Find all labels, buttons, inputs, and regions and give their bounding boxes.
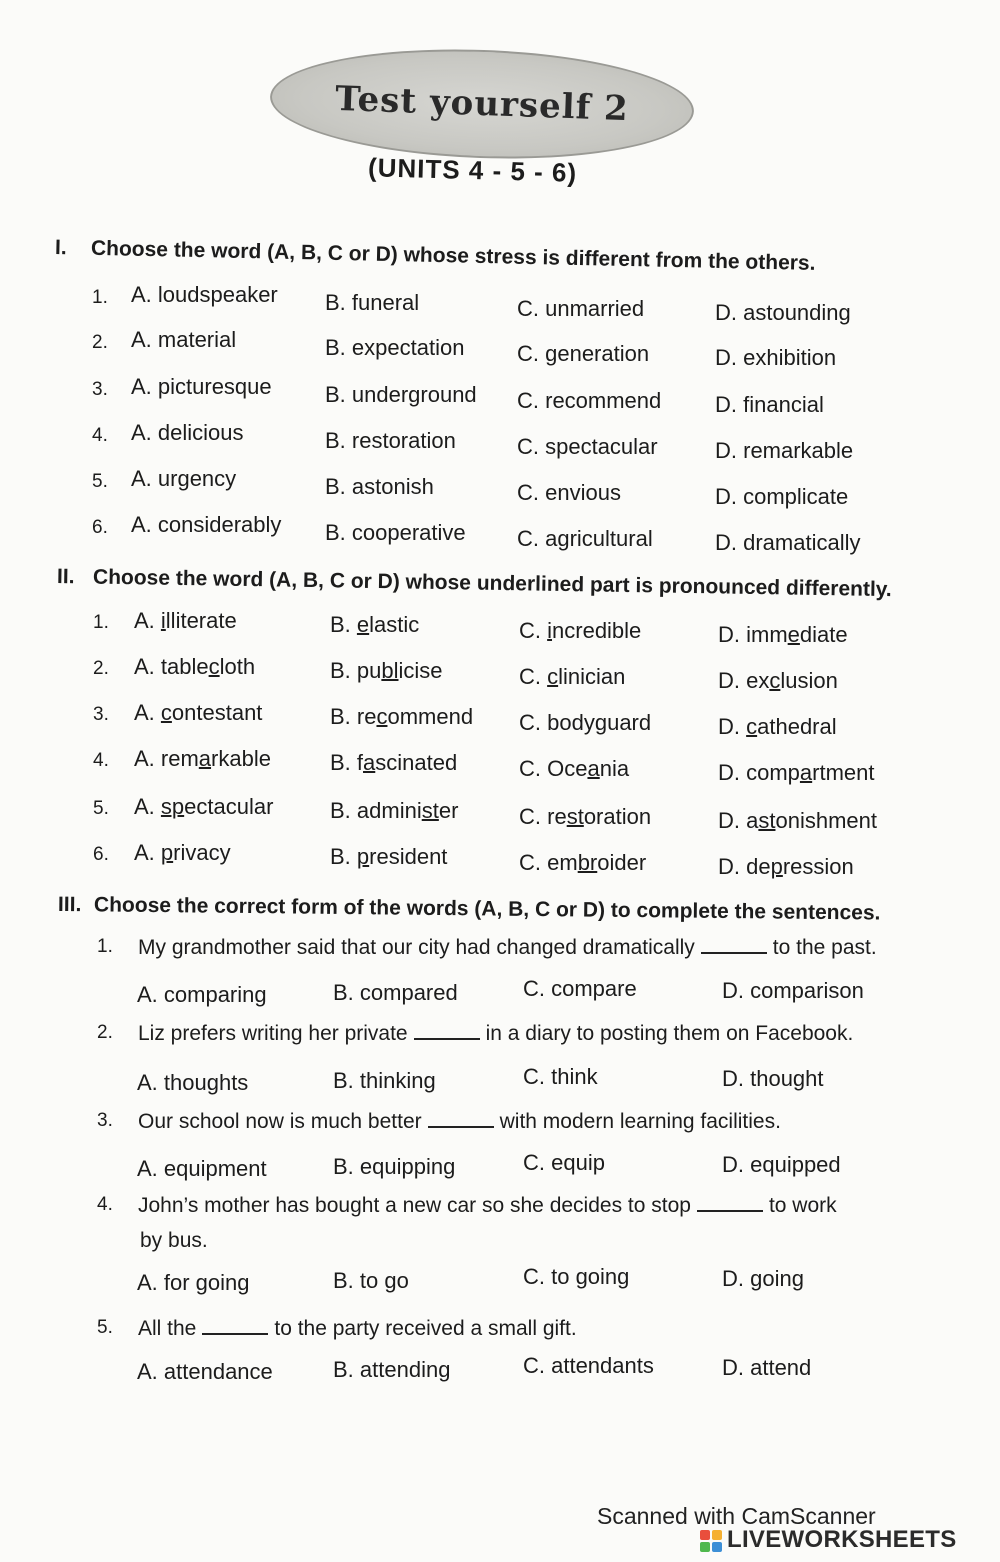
option-d[interactable]: D. thought: [722, 1066, 824, 1091]
question-sentence: [138, 1108, 781, 1134]
option-a[interactable]: A. attendance: [137, 1359, 273, 1384]
option-text-start: D. ex: [718, 668, 770, 693]
title-badge: [268, 43, 696, 166]
option-c[interactable]: C. think: [523, 1064, 598, 1089]
option-text-end: ncredible: [552, 618, 642, 643]
option-text-start: B. admini: [330, 798, 422, 823]
section-2-heading: [57, 565, 892, 602]
sentence-after: to work: [768, 1194, 837, 1217]
option-b[interactable]: [330, 798, 458, 824]
option-a[interactable]: [134, 654, 255, 680]
option-text-end: rtment: [812, 760, 875, 785]
question-sentence-continued: by bus.: [140, 1229, 208, 1252]
question-sentence: [138, 1192, 837, 1218]
sentence-before: My grandmother said that our city had changed dramatically: [138, 936, 695, 959]
option-c[interactable]: C. compare: [523, 976, 637, 1001]
option-text-end: ommend: [387, 704, 474, 729]
answer-blank[interactable]: [414, 1020, 480, 1040]
underlined-part: p: [770, 854, 783, 879]
sentence-after: with modern learning facilities.: [499, 1110, 781, 1133]
question-number: 2.: [93, 658, 109, 679]
underlined-part: a: [799, 760, 813, 785]
option-text-start: D. de: [718, 854, 771, 879]
option-text-start: A.: [134, 608, 161, 633]
option-b[interactable]: B. equipping: [333, 1154, 456, 1179]
question-number: 5.: [97, 1317, 113, 1338]
option-text-end: nia: [599, 756, 630, 781]
sentence-before: Liz prefers writing her private: [138, 1022, 408, 1045]
option-text-start: D.: [718, 714, 747, 739]
option-c[interactable]: C. envious: [517, 480, 621, 505]
sentence-after: to the past.: [772, 936, 877, 959]
question-number: 6.: [92, 517, 108, 538]
sentence-before: Our school now is much better: [138, 1110, 422, 1133]
option-d[interactable]: [718, 808, 877, 834]
question-number: 3.: [92, 379, 108, 400]
liveworksheets-brand[interactable]: LIVEWORKSHEETS: [727, 1526, 957, 1553]
units-subtitle: (UNITS 4 - 5 - 6): [367, 152, 578, 188]
option-text-end: uard: [607, 710, 652, 735]
option-b[interactable]: B. funeral: [325, 290, 420, 315]
option-text-end: linician: [558, 664, 626, 689]
option-b[interactable]: [330, 750, 457, 776]
underlined-part: p: [356, 844, 370, 869]
option-b[interactable]: B. expectation: [325, 335, 465, 360]
option-d[interactable]: D. remarkable: [715, 438, 854, 463]
option-c[interactable]: C. to going: [523, 1264, 630, 1289]
option-text-start: C.: [519, 618, 548, 643]
option-text-end: lusion: [780, 668, 838, 693]
option-text-end: rkable: [211, 746, 271, 771]
option-c[interactable]: [519, 756, 629, 782]
option-c[interactable]: C. generation: [517, 341, 650, 366]
option-d[interactable]: D. comparison: [722, 978, 864, 1003]
option-d[interactable]: [718, 714, 837, 740]
option-c[interactable]: [519, 850, 646, 876]
underlined-part: i: [160, 608, 166, 633]
option-b[interactable]: [330, 844, 447, 870]
option-b[interactable]: B. astonish: [325, 474, 434, 499]
option-text-end: ontestant: [171, 700, 263, 725]
option-a[interactable]: [134, 746, 271, 772]
option-a[interactable]: A. thoughts: [137, 1070, 249, 1095]
option-text-start: C. body: [519, 710, 595, 735]
option-text-end: ression: [782, 854, 854, 879]
option-b[interactable]: [330, 658, 443, 684]
option-b[interactable]: [330, 704, 473, 730]
option-text-start: C. Oce: [519, 756, 588, 781]
option-a[interactable]: A. urgency: [131, 466, 237, 491]
question-number: 4.: [97, 1194, 113, 1215]
answer-blank[interactable]: [697, 1192, 763, 1212]
option-c[interactable]: C. attendants: [523, 1353, 654, 1378]
option-text-start: A. table: [134, 654, 209, 679]
option-d[interactable]: D. financial: [715, 392, 824, 417]
option-b[interactable]: [330, 612, 419, 638]
option-c[interactable]: C. equip: [523, 1150, 605, 1175]
option-a[interactable]: A. material: [131, 327, 237, 352]
option-d[interactable]: [718, 760, 875, 786]
underlined-part: sp: [160, 794, 185, 819]
question-number: 5.: [93, 798, 109, 819]
option-c[interactable]: [519, 618, 641, 644]
option-d[interactable]: D. astounding: [715, 300, 851, 325]
section-1-roman: I.: [54, 236, 67, 260]
option-d[interactable]: [718, 668, 838, 694]
question-number: 4.: [92, 425, 108, 446]
option-text-start: A.: [134, 700, 161, 725]
option-text-start: A.: [134, 794, 161, 819]
option-c[interactable]: [519, 710, 651, 736]
option-a[interactable]: A. loudspeaker: [131, 282, 278, 307]
option-text-start: D. imm: [718, 622, 788, 647]
option-text-start: D. comp: [718, 760, 800, 785]
option-text-end: er: [438, 798, 459, 823]
underlined-part: a: [587, 756, 600, 781]
option-text-end: icise: [398, 658, 443, 683]
option-text-start: D. a: [718, 808, 759, 833]
option-d[interactable]: D. complicate: [715, 484, 849, 509]
underlined-part: c: [547, 664, 559, 689]
question-number: 4.: [93, 750, 109, 771]
option-text-start: B.: [330, 844, 357, 869]
option-c[interactable]: [519, 664, 625, 690]
option-d[interactable]: D. dramatically: [715, 530, 861, 555]
option-a[interactable]: A. for going: [137, 1270, 250, 1295]
underlined-part: bl: [381, 658, 399, 683]
section-2-heading-text: Choose the word (A, B, C or D) whose underlined part is pronounced differently.: [92, 565, 892, 602]
question-number: 3.: [93, 704, 109, 725]
underlined-part: e: [356, 612, 370, 637]
underlined-part: c: [208, 654, 220, 679]
option-a[interactable]: A. comparing: [137, 982, 267, 1007]
option-d[interactable]: D. exhibition: [715, 345, 837, 370]
option-b[interactable]: B. cooperative: [325, 520, 466, 545]
sentence-before: All the: [138, 1317, 197, 1340]
option-a[interactable]: A. considerably: [131, 512, 282, 537]
question-number: 3.: [97, 1110, 113, 1131]
option-text-start: C. em: [519, 850, 578, 875]
page-title: Test yourself 2: [334, 78, 630, 130]
option-d[interactable]: D. going: [722, 1266, 804, 1291]
underlined-part: c: [769, 668, 781, 693]
question-number: 6.: [93, 844, 109, 865]
option-a[interactable]: [134, 608, 237, 634]
section-2-roman: II.: [56, 565, 75, 589]
option-text-end: rivacy: [173, 840, 231, 865]
question-number: 1.: [97, 936, 113, 957]
underlined-part: c: [746, 714, 758, 739]
question-sentence: [138, 1315, 577, 1341]
option-b[interactable]: B. thinking: [333, 1068, 436, 1093]
underlined-part: a: [198, 746, 212, 771]
underlined-part: st: [566, 804, 584, 829]
option-text-start: B. re: [330, 704, 377, 729]
option-text-end: oider: [597, 850, 647, 875]
question-number: 5.: [92, 471, 108, 492]
option-text-start: B. pu: [330, 658, 382, 683]
option-text-end: oration: [583, 804, 652, 829]
question-number: 1.: [93, 612, 109, 633]
underlined-part: a: [363, 750, 376, 775]
option-text-end: lliterate: [165, 608, 237, 633]
underlined-part: st: [758, 808, 776, 833]
option-text-start: A.: [134, 840, 161, 865]
underlined-part: c: [376, 704, 388, 729]
section-3-heading: [58, 893, 881, 926]
option-d[interactable]: [718, 854, 854, 880]
option-text-end: loth: [219, 654, 256, 679]
underlined-part: br: [577, 850, 598, 875]
option-c[interactable]: C. spectacular: [517, 434, 658, 459]
option-c[interactable]: C. recommend: [517, 388, 662, 413]
sentence-after: in a diary to posting them on Facebook.: [485, 1022, 854, 1045]
question-number: 1.: [92, 287, 108, 308]
question-sentence: [138, 934, 877, 960]
section-3-roman: III.: [57, 893, 82, 917]
underlined-part: g: [594, 710, 608, 735]
option-text-end: onishment: [775, 808, 877, 833]
option-a[interactable]: [134, 700, 262, 726]
section-1-heading: [55, 236, 816, 276]
option-text-end: scinated: [375, 750, 458, 775]
option-d[interactable]: D. equipped: [722, 1152, 841, 1177]
option-b[interactable]: B. compared: [333, 980, 458, 1005]
answer-blank[interactable]: [202, 1315, 268, 1335]
option-text-start: B. f: [330, 750, 364, 775]
option-d[interactable]: [718, 622, 848, 648]
underlined-part: i: [547, 618, 553, 643]
sentence-after: to the party received a small gift.: [274, 1317, 577, 1340]
option-text-start: C.: [519, 664, 548, 689]
option-text-end: resident: [369, 844, 448, 869]
option-text-start: B.: [330, 612, 357, 637]
underlined-part: p: [160, 840, 174, 865]
option-text-end: ectacular: [184, 794, 274, 819]
option-a[interactable]: A. picturesque: [131, 374, 272, 399]
option-text-end: lastic: [369, 612, 420, 637]
option-text-end: athedral: [757, 714, 837, 739]
question-number: 2.: [97, 1022, 113, 1043]
option-a[interactable]: A. equipment: [137, 1156, 267, 1181]
option-c[interactable]: C. agricultural: [517, 526, 653, 551]
option-b[interactable]: B. underground: [325, 382, 477, 407]
answer-blank[interactable]: [701, 934, 767, 954]
sentence-before: John’s mother has bought a new car so she decides to stop: [138, 1194, 691, 1217]
liveworksheets-logo-icon: [700, 1530, 722, 1552]
option-text-end: diate: [799, 622, 848, 647]
answer-blank[interactable]: [428, 1108, 494, 1128]
option-b[interactable]: B. restoration: [325, 428, 456, 453]
option-a[interactable]: [134, 794, 273, 820]
option-text-start: C. re: [519, 804, 567, 829]
option-b[interactable]: B. to go: [333, 1268, 409, 1293]
option-c[interactable]: [519, 804, 651, 830]
underlined-part: st: [421, 798, 439, 823]
option-c[interactable]: C. unmarried: [517, 296, 645, 321]
camscanner-label: Scanned with CamScanner: [597, 1503, 876, 1529]
question-sentence: [138, 1020, 853, 1046]
option-a[interactable]: A. delicious: [131, 420, 244, 445]
option-d[interactable]: D. attend: [722, 1355, 812, 1380]
option-b[interactable]: B. attending: [333, 1357, 451, 1382]
underlined-part: e: [787, 622, 800, 647]
section-3-heading-text: Choose the correct form of the words (A, B, C or D) to complete the sentences.: [93, 893, 881, 925]
question-number: 2.: [92, 332, 108, 353]
option-a[interactable]: [134, 840, 231, 866]
section-1-heading-text: Choose the word (A, B, C or D) whose stress is different from the others.: [90, 236, 816, 275]
option-text-start: A. rem: [134, 746, 199, 771]
underlined-part: c: [160, 700, 172, 725]
